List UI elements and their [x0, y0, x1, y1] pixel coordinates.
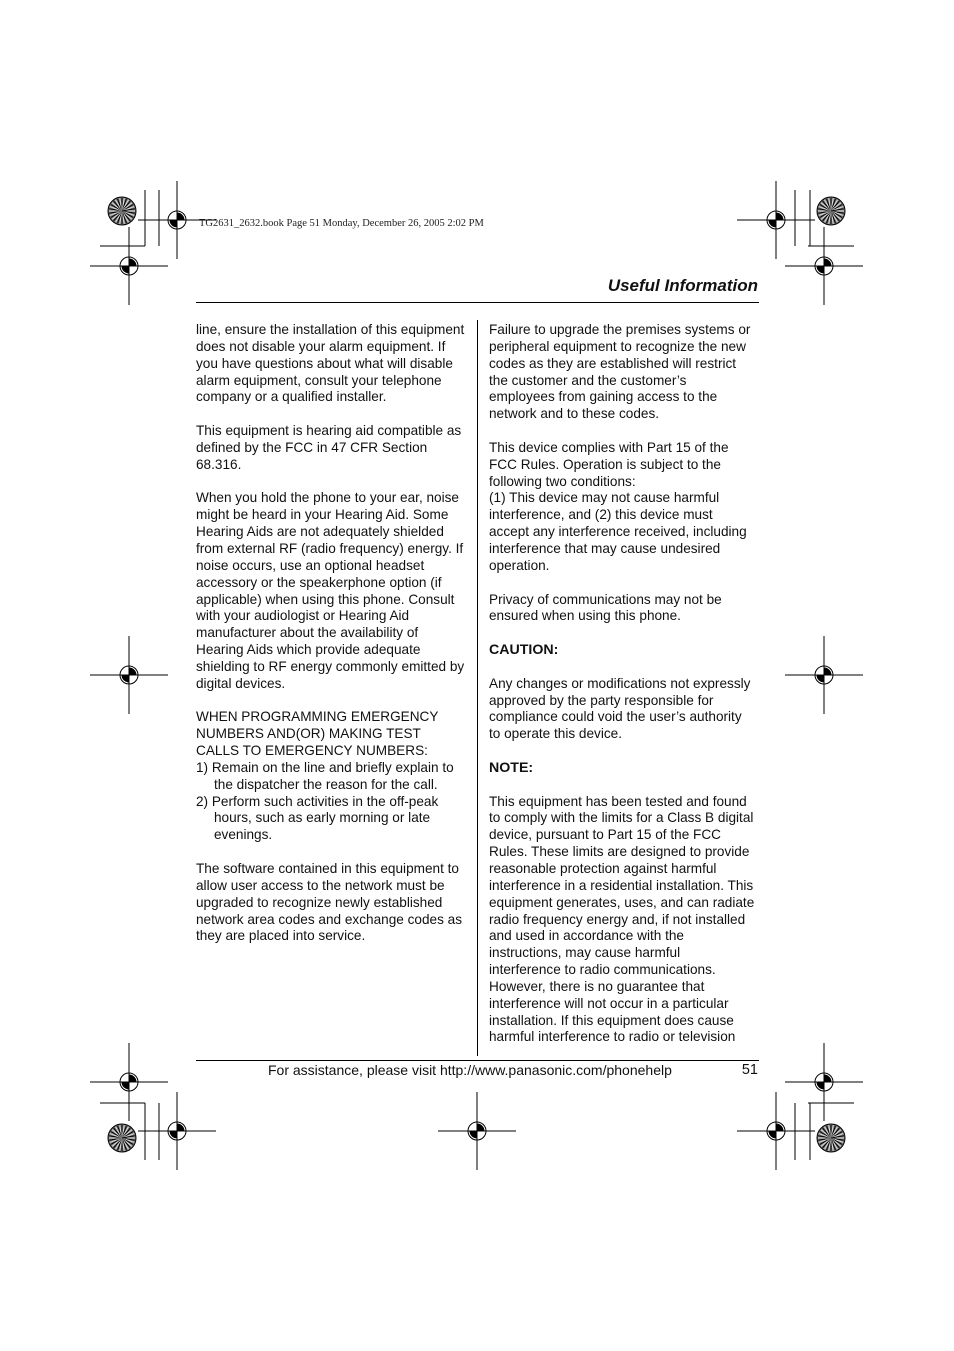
paragraph-software: The software contained in this equipment to allow user access to the network must be upgraded to recognize newly established network area codes and exchange codes as they are placed into service. — [196, 861, 463, 944]
column-divider — [477, 320, 478, 1056]
paragraph-noise: When you hold the phone to your ear, noise might be heard in your Hearing Aid. Some Hearing Aids are not adequately shielded from external RF (radio frequency) energy. If noise occurs, use an optional headset accessory or the speakerphone option (if applicable) when using this phone. Consult with your audiologist or Hearing Aid manufacturer about the availability of Hearing Aids which provide adequate shielding to RF energy commonly emitted by digital devices. — [196, 490, 465, 691]
rosette-icon — [817, 1124, 845, 1152]
registration-target-icon — [90, 227, 168, 305]
right-column — [489, 322, 755, 1046]
header-rule — [196, 302, 759, 303]
paragraph-fcc: This device complies with Part 15 of the FCC Rules. Operation is subject to the following two conditions: — [489, 439, 729, 489]
list-item: 1) Remain on the line and briefly explain to the dispatcher the reason for the call. — [196, 759, 454, 792]
note-text: This equipment has been tested and found to comply with the limits for a Class B digital device, pursuant to Part 15 of the FCC Rules. These limits are designed to provide reasonable protection against harmful interference in a residential installation. This equipment generates, uses, and can radiate radio frequency energy and, if not installed and used in accordance with the instructions, may cause harmful interference to radio communications. However, there is no guarantee that interference will not occur in a particular installation. If this equipment does cause harmful interference to radio or television — [489, 793, 755, 1045]
registration-target-icon — [438, 1092, 516, 1170]
paragraph-hearing-aid: This equipment is hearing aid compatible as defined by the FCC in 47 CFR Section 68.316. — [196, 423, 462, 472]
slug-line: TG2631_2632.book Page 51 Monday, December 26, 2005 2:02 PM — [199, 218, 484, 229]
footer-assistance: For assistance, please visit http://www.panasonic.com/phonehelp — [268, 1062, 672, 1078]
page-number: 51 — [741, 1062, 758, 1078]
section-title: Useful Information — [607, 276, 758, 295]
rosette-icon — [108, 1124, 136, 1152]
rosette-icon — [817, 197, 845, 225]
rosette-icon — [108, 197, 136, 225]
registration-target-icon — [90, 1043, 168, 1121]
registration-target-icon — [785, 227, 863, 305]
caution-text: Any changes or modifications not expressly approved by the party responsible for compliance could void the user’s authority to operate this device. — [489, 675, 751, 742]
note-heading: NOTE: — [489, 759, 534, 776]
registration-target-icon — [737, 1092, 815, 1170]
paragraph-alarm: line, ensure the installation of this equipment does not disable your alarm equipment. If you have questions about what will disable alarm equipment, consult your telephone company or a qualified installer. — [196, 322, 465, 405]
paragraph-emergency: WHEN PROGRAMMING EMERGENCY NUMBERS AND(OR) MAKING TEST CALLS TO EMERGENCY NUMBERS: — [196, 709, 439, 759]
caution-heading: CAUTION: — [489, 642, 559, 659]
registration-target-icon — [785, 636, 863, 714]
registration-target-icon — [138, 1092, 216, 1170]
list-item: 2) Perform such activities in the off-peak hours, such as early morning or late evenings. — [196, 793, 439, 843]
left-column — [196, 322, 466, 962]
registration-target-icon — [737, 181, 815, 259]
footer-rule — [196, 1060, 759, 1061]
registration-target-icon — [90, 636, 168, 714]
paragraph-conditions: (1) This device may not cause harmful interference, and (2) this device must accept any interference received, including interference that may cause undesired operation. — [489, 490, 747, 573]
registration-target-icon — [785, 1043, 863, 1121]
paragraph-privacy: Privacy of communications may not be ensured when using this phone. — [489, 591, 722, 624]
paragraph-upgrade: Failure to upgrade the premises systems or peripheral equipment to recognize the new codes as they are established will restrict the customer and the customer’s employees from gaining access to the network and to these codes. — [489, 322, 751, 422]
